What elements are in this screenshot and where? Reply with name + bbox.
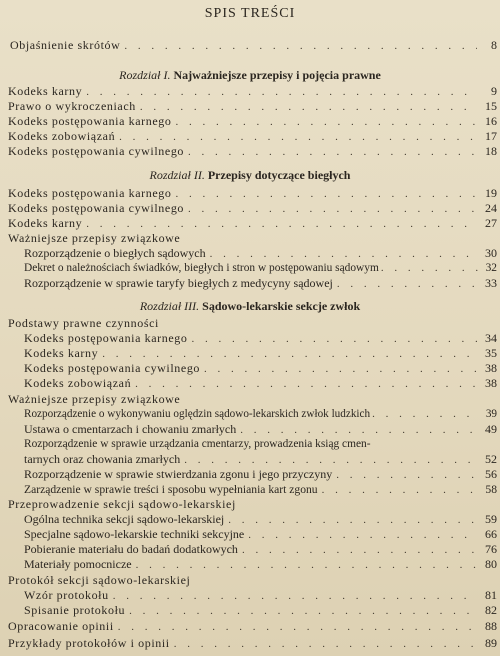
leader-dots: [248, 528, 477, 543]
leader-dots: [136, 558, 477, 573]
leader-dots: [176, 115, 478, 130]
entry-label: Spisanie protokołu: [24, 603, 126, 617]
entry-label: Kodeks zobowiązań: [24, 376, 132, 390]
entry-label: Ustawa o cmentarzach i chowaniu zmarłych: [24, 422, 237, 436]
entry-page: 49: [485, 422, 497, 436]
toc-entry: [24, 246, 500, 261]
entry-label: Przykłady protokołów i opinii: [8, 636, 170, 650]
chapter-heading-2: [0, 168, 500, 183]
toc-entry: [8, 201, 500, 216]
leader-dots: [119, 130, 477, 145]
leader-dots: [240, 423, 477, 438]
chapter-title: Przepisy dotyczące biegłych: [207, 168, 351, 182]
entry-label: Prawo o wykroczeniach: [8, 99, 136, 113]
entry-page: 34: [485, 331, 497, 345]
leader-dots: [372, 407, 479, 422]
leader-dots: [242, 543, 477, 558]
entry-label: Specjalne sądowo-lekarskie techniki sekcyjne: [24, 527, 245, 541]
entry-label: Kodeks postępowania cywilnego: [24, 361, 201, 375]
toc-entry: [8, 129, 500, 144]
entry-label: Rozporządzenie o biegłych sądowych: [24, 246, 206, 260]
toc-entry: [24, 557, 500, 572]
toc-group-heading: Przeprowadzenie sekcji sądowo-lekarskiej: [8, 497, 236, 511]
entry-page: 89: [485, 636, 497, 650]
entry-page: 81: [485, 588, 497, 602]
entry-label: Kodeks karny: [8, 216, 83, 230]
leader-dots: [184, 453, 477, 468]
chapter-heading-3: [0, 299, 500, 314]
entry-label-line2: tarnych oraz chowania zmarłych: [24, 452, 181, 466]
leader-dots: [188, 202, 477, 217]
toc-group-heading: Podstawy prawne czynności: [8, 316, 159, 330]
toc-entry: [24, 361, 500, 376]
leader-dots: [337, 277, 477, 292]
entry-page: 24: [485, 201, 497, 215]
entry-label: Kodeks zobowiązań: [8, 129, 116, 143]
chapter-title: Sądowo-lekarskie sekcje zwłok: [202, 299, 361, 313]
toc-entry: [24, 407, 500, 422]
entry-label: Materiały pomocnicze: [24, 557, 132, 571]
leader-dots: [86, 85, 477, 100]
entry-label: Rozporządzenie w sprawie stwierdzania zgonu i jego przyczyny: [24, 467, 333, 481]
entry-label: Kodeks karny: [8, 84, 83, 98]
toc-entry: [8, 99, 500, 114]
entry-label: Wzór protokołu: [24, 588, 109, 602]
entry-page: 8: [491, 38, 497, 52]
toc-entry: [24, 422, 500, 437]
entry-page: 9: [491, 84, 497, 98]
toc-entry: [24, 512, 500, 527]
leader-dots: [118, 620, 477, 635]
toc-entry: [8, 114, 500, 129]
leader-dots: [228, 513, 477, 528]
entry-page: 38: [485, 361, 497, 375]
toc-entry: [8, 84, 500, 99]
toc-entry: [8, 636, 500, 651]
toc-entry: [24, 542, 500, 557]
leader-dots: [129, 604, 477, 619]
toc-entry: [8, 619, 500, 634]
entry-page: 17: [485, 129, 497, 143]
entry-page: 33: [485, 276, 497, 290]
entry-label: Kodeks postępowania karnego: [24, 331, 188, 345]
toc-entry: [24, 276, 500, 291]
entry-label: Kodeks postępowania karnego: [8, 186, 172, 200]
entry-label: Kodeks postępowania karnego: [8, 114, 172, 128]
leader-dots: [210, 247, 477, 262]
entry-label: Kodeks postępowania cywilnego: [8, 144, 185, 158]
leader-dots: [176, 187, 478, 202]
chapter-number: Rozdział II.: [149, 168, 205, 182]
entry-label: Kodeks postępowania cywilnego: [8, 201, 185, 215]
toc-group-heading: Protokół sekcji sądowo-lekarskiej: [8, 573, 191, 587]
leader-dots: [336, 468, 477, 483]
toc-group-heading: Ważniejsze przepisy związkowe: [8, 392, 181, 406]
toc-entry: [24, 346, 500, 361]
entry-page: 30: [485, 246, 497, 260]
entry-page: 27: [485, 216, 497, 230]
entry-page: 59: [485, 512, 497, 526]
leader-dots: [140, 100, 477, 115]
toc-entry-abbreviations: [10, 38, 500, 53]
entry-page: 18: [485, 144, 497, 158]
entry-page: 76: [485, 542, 497, 556]
toc-entry: [24, 467, 500, 482]
leader-dots: [102, 347, 477, 362]
leader-dots: [322, 483, 477, 498]
leader-dots: [135, 377, 477, 392]
leader-dots: [174, 637, 477, 652]
chapter-heading-1: [0, 68, 500, 83]
toc-entry: [8, 216, 500, 231]
entry-label: Kodeks karny: [24, 346, 99, 360]
leader-dots: [192, 332, 478, 347]
toc-group-heading: Ważniejsze przepisy związkowe: [8, 231, 181, 245]
entry-label: Rozporządzenie w sprawie taryfy biegłych z medycyny sądowej: [24, 276, 333, 290]
toc-entry: [24, 331, 500, 346]
entry-page: 52: [485, 452, 497, 466]
entry-page: 15: [485, 99, 497, 113]
toc-entry: [8, 186, 500, 201]
entry-page: 16: [485, 114, 497, 128]
toc-entry: [24, 482, 500, 497]
entry-label-line1: Rozporządzenie w sprawie urządzania cmentarzy, prowadzenia ksiąg cmen-: [24, 438, 371, 450]
entry-page: 58: [485, 483, 497, 496]
chapter-number: Rozdział III.: [139, 299, 200, 313]
toc-entry: [8, 144, 500, 159]
chapter-number: Rozdział I.: [119, 68, 171, 82]
entry-label: Dekret o należnościach świadków, biegłych i stron w postępowaniu sądowym: [24, 262, 379, 274]
entry-page: 38: [485, 376, 497, 390]
entry-label: Ogólna technika sekcji sądowo-lekarskiej: [24, 512, 225, 526]
leader-dots: [204, 362, 477, 377]
entry-label: Objaśnienie skrótów: [10, 38, 121, 52]
entry-page: 39: [485, 408, 497, 420]
entry-page: 35: [485, 346, 497, 360]
leader-dots: [124, 39, 477, 54]
toc-entry: [24, 452, 500, 467]
entry-label: Opracowanie opinii: [8, 619, 114, 633]
entry-page: 56: [485, 467, 497, 481]
toc-entry: [24, 261, 500, 276]
leader-dots: [381, 261, 479, 276]
page-title: SPIS TREŚCI: [204, 6, 296, 21]
toc-entry: [24, 376, 500, 391]
toc-entry: [24, 588, 500, 603]
chapter-title: Najważniejsze przepisy i pojęcia prawne: [173, 68, 381, 82]
entry-page: 88: [485, 619, 497, 633]
entry-page: 66: [485, 527, 497, 541]
entry-label: Pobieranie materiału do badań dodatkowych: [24, 542, 238, 556]
toc-entry: [24, 603, 500, 618]
leader-dots: [113, 589, 477, 604]
entry-label: Zarządzenie w sprawie treści i sposobu wypełniania kart zgonu: [24, 483, 318, 496]
toc-entry: [24, 527, 500, 542]
entry-page: 32: [485, 262, 497, 274]
leader-dots: [188, 145, 477, 160]
entry-page: 80: [485, 557, 497, 571]
entry-label: Rozporządzenie o wykonywaniu oględzin sądowo-lekarskich zwłok ludzkich: [24, 408, 371, 420]
leader-dots: [86, 217, 477, 232]
entry-page: 82: [485, 603, 497, 617]
entry-page: 19: [485, 186, 497, 200]
